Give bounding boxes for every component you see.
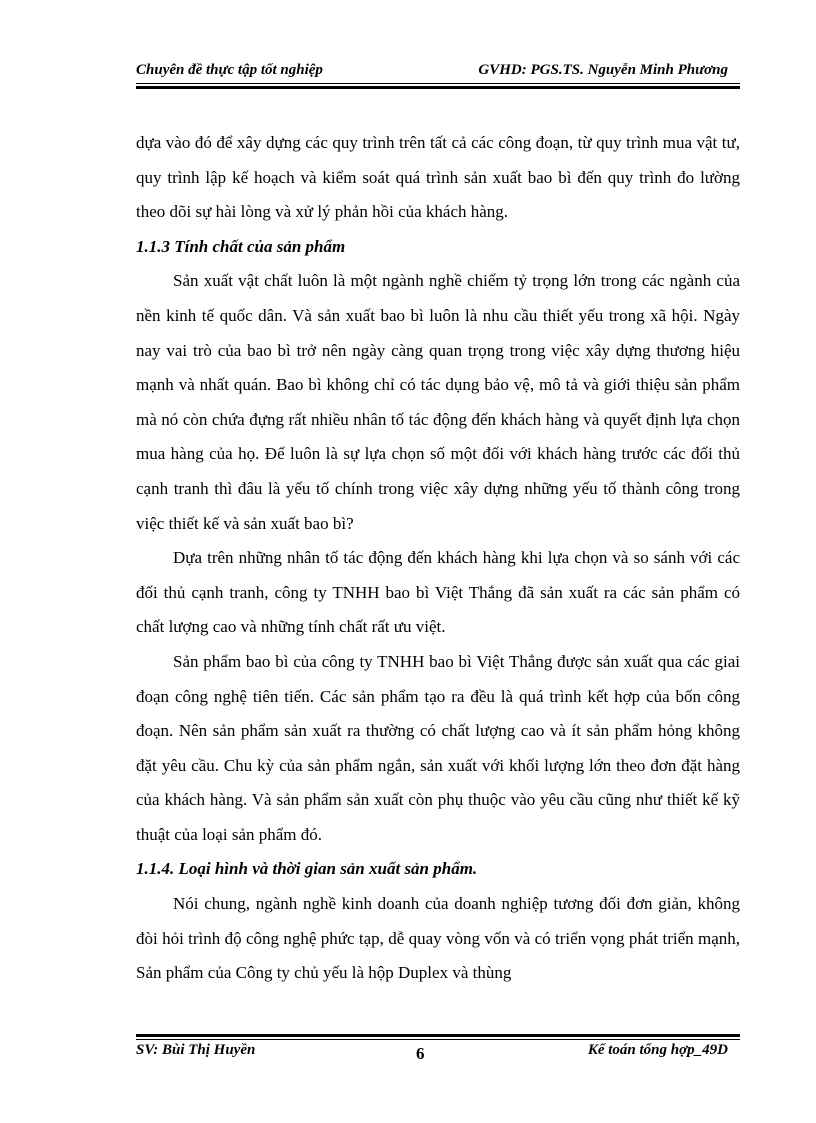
- paragraph-continuation: dựa vào đó để xây dựng các quy trình trên tất cả các công đoạn, từ quy trình mua vật tư, quy trình lập kế hoạch và kiểm soát quá trình sản xuất bao bì đến quy trình đo lường theo dõi sự hài lòng và xử lý phản hồi của khách hàng.: [136, 133, 740, 222]
- footer-rule-thick: [136, 1034, 740, 1037]
- footer-student: SV: Bùi Thị Huyền: [136, 1042, 256, 1058]
- header-rule-thick: [136, 86, 740, 89]
- section-heading-1-1-3: 1.1.3 Tính chất của sản phẩm: [136, 236, 346, 256]
- footer-class: Kế toán tổng hợp_49D: [587, 1042, 728, 1058]
- paragraph-production-stages: Sản phẩm bao bì của công ty TNHH bao bì Việt Thắng được sản xuất qua các giai đoạn công nghệ tiên tiến. Các sản phẩm tạo ra đều là quá trình kết hợp của bốn công đoạn. Nên sản phẩm sản xuất ra thường có chất lượng cao và ít sản phẩm hỏng không đặt yêu cầu. Chu kỳ của sản phẩm ngắn, sản xuất với khối lượng lớn theo đơn đặt hàng của khách hàng. Và sản phẩm sản xuất còn phụ thuộc vào yêu cầu cũng như thiết kế kỹ thuật của loại sản phẩm đó.: [136, 651, 740, 844]
- header-topic: Chuyên đề thực tập tốt nghiệp: [136, 62, 323, 78]
- section-heading-1-1-4: 1.1.4. Loại hình và thời gian sản xuất sản phẩm.: [136, 859, 478, 879]
- header-rule-thin: [136, 83, 740, 84]
- page-number: 6: [416, 1044, 425, 1063]
- paragraph-competitors: Dựa trên những nhân tố tác động đến khách hàng khi lựa chọn và so sánh với các đối thủ cạnh tranh, công ty TNHH bao bì Việt Thắng đã sản xuất ra các sản phẩm có chất lượng cao và những tính chất rất ưu việt.: [136, 548, 740, 637]
- page-header: [136, 58, 740, 88]
- page-body: [136, 126, 740, 991]
- footer-rule-thin: [136, 1039, 740, 1040]
- header-advisor: GVHD: PGS.TS. Nguyễn Minh Phương: [478, 62, 728, 78]
- page-footer: [136, 1034, 740, 1074]
- paragraph-business-type: Nói chung, ngành nghề kinh doanh của doanh nghiệp tương đối đơn giản, không đòi hỏi trình độ công nghệ phức tạp, dễ quay vòng vốn và có triển vọng phát triển mạnh, Sản phẩm của Công ty chủ yếu là hộp Duplex và thùng: [136, 894, 740, 983]
- paragraph-product-nature: Sản xuất vật chất luôn là một ngành nghề chiếm tỷ trọng lớn trong các ngành của nền kinh tế quốc dân. Và sản xuất bao bì luôn là nhu cầu thiết yếu trong xã hội. Ngày nay vai trò của bao bì trở nên ngày càng quan trọng trong việc xây dựng thương hiệu mạnh và nhất quán. Bao bì không chỉ có tác dụng bảo vệ, mô tả và giới thiệu sản phẩm mà nó còn chứa đựng rất nhiều nhân tố tác động đến khách hàng và quyết định lựa chọn mua hàng của họ. Để luôn là sự lựa chọn số một đối với khách hàng trước các đối thủ cạnh tranh thì đâu là yếu tố chính trong việc xây dựng những yếu tố thành công trong việc thiết kế và sản xuất bao bì?: [136, 271, 740, 533]
